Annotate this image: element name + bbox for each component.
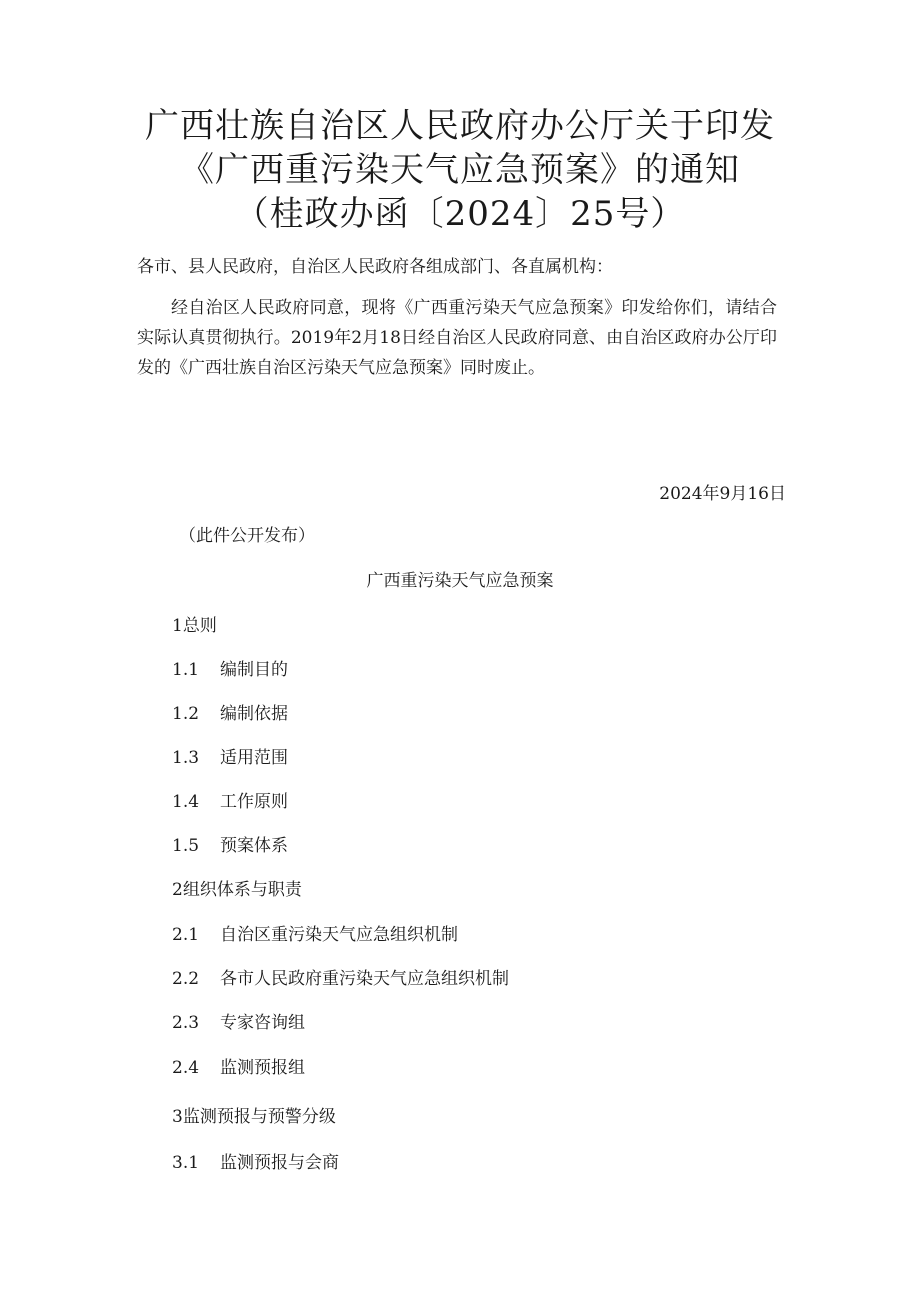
toc-text: 各市人民政府重污染天气应急组织机制 <box>220 969 509 989</box>
toc-heading-2 <box>172 875 302 905</box>
toc-number: 1.5 <box>172 836 200 856</box>
toc-text: 自治区重污染天气应急组织机制 <box>220 925 458 945</box>
toc-number: 1.1 <box>172 660 200 680</box>
toc-heading-text: 3监测预报与预警分级 <box>172 1107 336 1127</box>
toc-text: 监测预报与会商 <box>220 1153 339 1173</box>
toc-number: 1.4 <box>172 792 200 812</box>
toc-item-1-4 <box>172 787 288 817</box>
toc-number: 2.1 <box>172 925 200 945</box>
toc-text: 编制依据 <box>220 704 288 724</box>
body-paragraph: 经自治区人民政府同意，现将《广西重污染天气应急预案》印发给你们，请结合实际认真贯彻执行。2019年2月18日经自治区人民政府同意、由自治区政府办公厅印发的《广西壮族自治区污染天气应急预案》同时废止。 <box>137 298 777 378</box>
toc-number: 2.3 <box>172 1013 200 1033</box>
toc-text: 预案体系 <box>220 836 288 856</box>
toc-item-2-1 <box>172 920 458 950</box>
toc-number: 3.1 <box>172 1153 200 1173</box>
toc-text: 适用范围 <box>220 748 288 768</box>
document-number: （桂政办函〔2024〕25号） <box>234 194 686 234</box>
salutation: 各市、县人民政府，自治区人民政府各组成部门、各直属机构： <box>137 257 613 277</box>
issue-date: 2024年9月16日 <box>659 484 786 504</box>
toc-text: 工作原则 <box>220 792 288 812</box>
toc-heading-text: 2组织体系与职责 <box>172 880 302 900</box>
toc-heading-1 <box>172 611 217 641</box>
toc-item-2-4 <box>172 1053 305 1083</box>
toc-item-2-3 <box>172 1008 305 1038</box>
publication-note: （此件公开发布） <box>179 526 315 546</box>
toc-text: 专家咨询组 <box>220 1013 305 1033</box>
toc-text: 监测预报组 <box>220 1058 305 1078</box>
toc-item-3-1 <box>172 1148 339 1178</box>
toc-number: 1.2 <box>172 704 200 724</box>
toc-item-2-2 <box>172 964 509 994</box>
toc-item-1-5 <box>172 831 288 861</box>
toc-item-1-3 <box>172 743 288 773</box>
toc-text: 编制目的 <box>220 660 288 680</box>
toc-number: 2.4 <box>172 1058 200 1078</box>
toc-number: 2.2 <box>172 969 200 989</box>
toc-item-1-1 <box>172 655 288 685</box>
toc-heading-3 <box>172 1102 336 1132</box>
document-title-line-2: 《广西重污染天气应急预案》的通知 <box>180 150 740 190</box>
toc-heading-text: 1总则 <box>172 616 217 636</box>
toc-item-1-2 <box>172 699 288 729</box>
document-title-line-1: 广西壮族自治区人民政府办公厅关于印发 <box>145 106 775 146</box>
toc-number: 1.3 <box>172 748 200 768</box>
plan-title: 广西重污染天气应急预案 <box>366 571 554 591</box>
